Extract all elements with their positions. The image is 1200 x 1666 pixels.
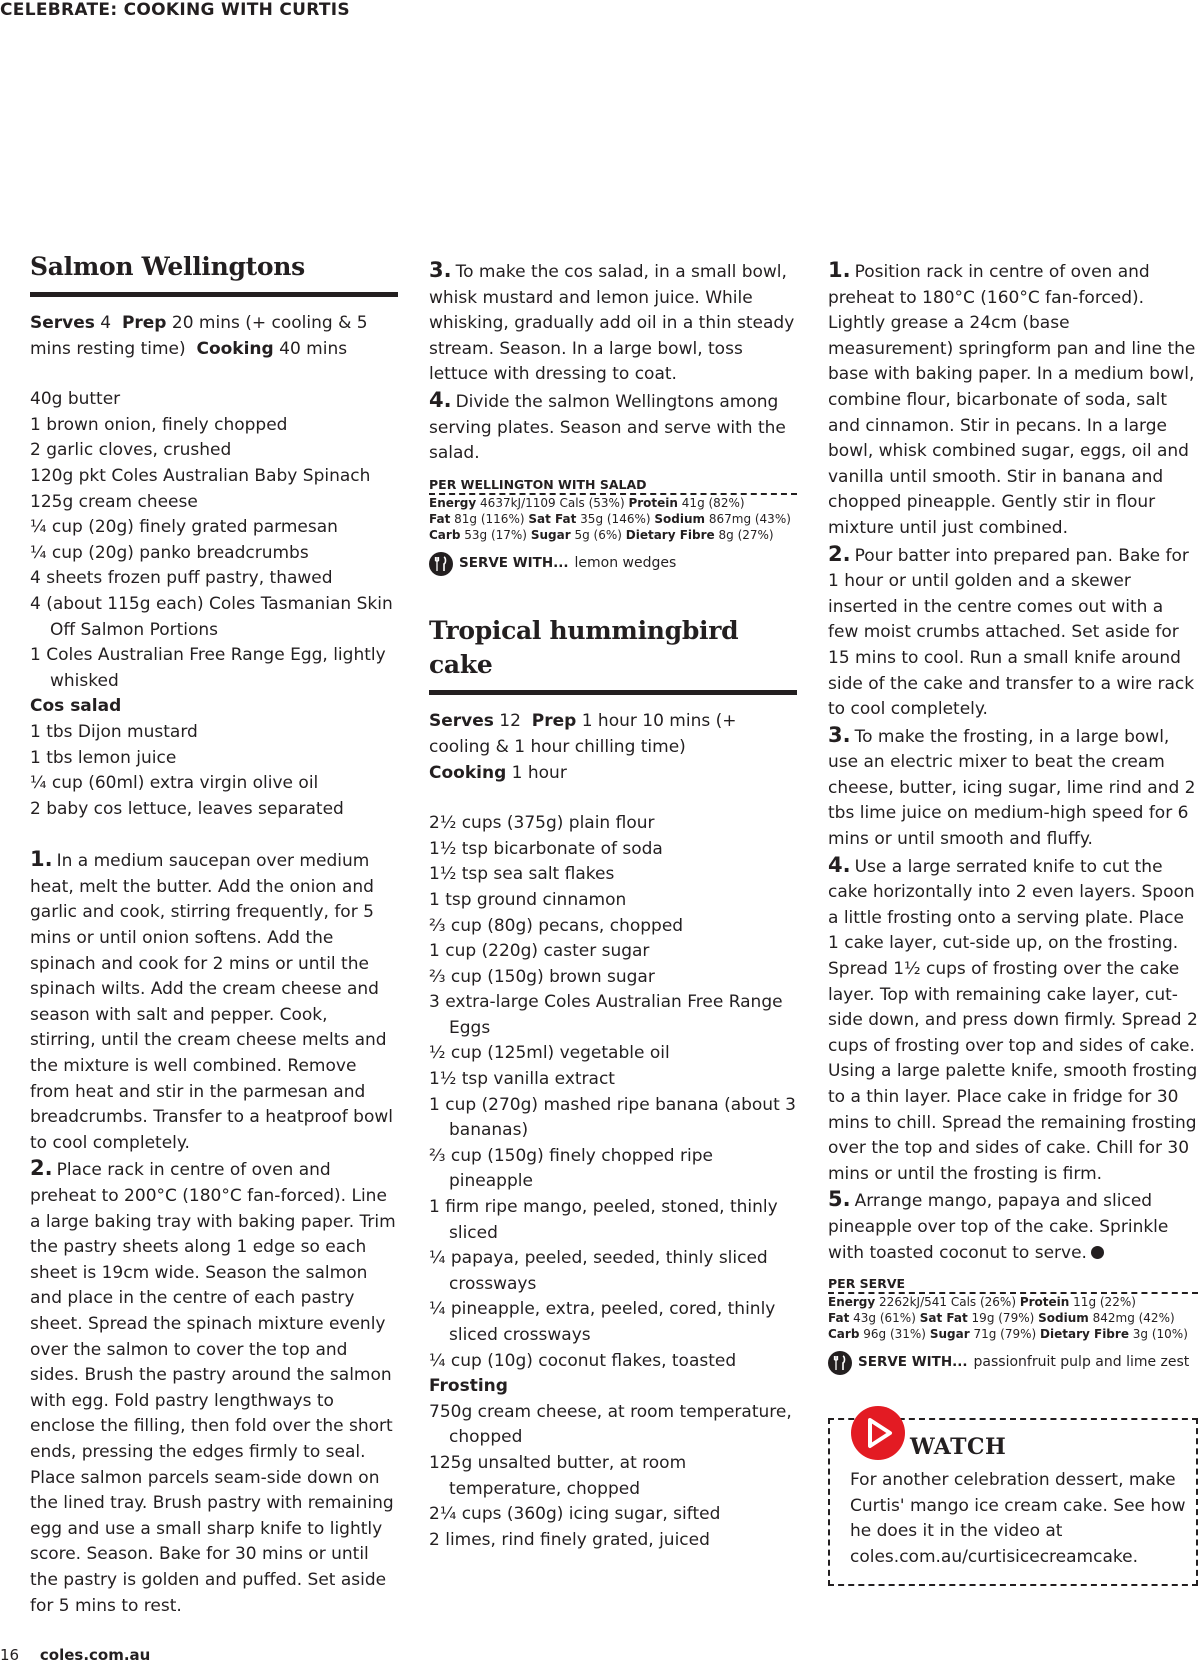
prep-label: Prep [121, 313, 167, 333]
footer [0, 1646, 150, 1664]
nutrition-info [429, 477, 797, 543]
ingredient: 2½ cups (375g) plain flour [429, 813, 655, 834]
serve-with-text: passionfruit pulp and lime zest [973, 1354, 1190, 1371]
step-number: 5. [828, 1187, 851, 1212]
ingredient: 4 (about 115g each) Coles Tasmanian Skin Off Salmon Portions [30, 593, 393, 640]
serve-with [828, 1350, 1198, 1376]
serve-with-text: lemon wedges [574, 554, 677, 571]
ingredient: ⅔ cup (80g) pecans, chopped [429, 915, 684, 936]
serves-label: Serves [30, 313, 95, 333]
method-step [828, 258, 1198, 542]
ingredient: ⅔ cup (150g) brown sugar [429, 966, 655, 987]
watch-title: WATCH [910, 1434, 1007, 1460]
step-number: 3. [828, 722, 851, 747]
ingredient-list [429, 811, 797, 1553]
ingredient: 125g unsalted butter, at room temperature, chopped [429, 1452, 687, 1499]
nutrition-line: Carb 96g (31%) Sugar 71g (79%) Dietary Fibre 3g (10%) [828, 1327, 1188, 1342]
method-step [30, 1156, 398, 1619]
ingredient: ¼ cup (20g) panko breadcrumbs [30, 542, 309, 563]
step-text: Pour batter into prepared pan. Bake for 1 hour or until golden and a skewer inserted in the centre comes out with a few moist crumbs attached. Set aside for 15 mins to cool. Run a small knife around side of the cake and transfer to a wire rack to cool completely. [828, 545, 1195, 720]
watch-text: For another celebration dessert, make Curtis' mango ice cream cake. See how he does it in the video at coles.com.au/curtisicecreamcake. [850, 1470, 1186, 1567]
step-text: In a medium saucepan over medium heat, melt the butter. Add the onion and garlic and cook, stirring frequently, for 5 mins or until onion softens. Add the spinach and cook for 2 mins or until the spinach wilts. Add the cream cheese and season with salt and pepper. Cook, stirring, until the cream cheese melts and the mixture is well combined. Remove from heat and stir in the parmesan and breadcrumbs. Transfer to a heatproof bowl to cool completely. [30, 851, 393, 1153]
nutrition-info [828, 1276, 1198, 1342]
ingredient: 4 sheets frozen puff pastry, thawed [30, 568, 333, 589]
recipe-meta [30, 311, 398, 362]
ingredient: 40g butter [30, 389, 121, 410]
recipe-title-cake: Tropical hummingbird cake [429, 614, 797, 695]
step-text: Use a large serrated knife to cut the cake horizontally into 2 even layers. Spoon a little frosting onto a serving plate. Place 1 cake layer, cut-side up, on the frosting. Spread 1½ cups of frosting over the cake layer. Top with remaining cake layer, cut-side down, and press down firmly. Spread 2 cups of frosting over top and sides of cake. Using a large palette knife, smooth frosting to a thin layer. Place cake in fridge for 30 mins to chill. Spread the remaining frosting over the top and sides of cake. Chill for 30 mins or until the frosting is firm. [828, 856, 1198, 1184]
watch-box [828, 1418, 1198, 1586]
end-dot-icon [1091, 1246, 1104, 1259]
prep-label: Prep [531, 711, 577, 732]
step-number: 2. [30, 1156, 53, 1181]
step-number: 4. [429, 387, 452, 412]
prep-value: 1 hour 10 mins (+ cooling & 1 hour chilling time) [429, 711, 737, 757]
cooking-value: 40 mins [279, 338, 348, 359]
ingredient: 2 limes, rind finely grated, juiced [429, 1529, 710, 1550]
fork-knife-icon [429, 552, 453, 576]
nutrition-line: Fat 43g (61%) Sat Fat 19g (79%) Sodium 842mg (42%) [828, 1311, 1175, 1326]
step-number: 1. [828, 258, 851, 282]
ingredient: 1 cup (270g) mashed ripe banana (about 3 bananas) [429, 1094, 796, 1141]
ingredient: ¼ cup (10g) coconut flakes, toasted [429, 1350, 737, 1371]
ingredient: 2 baby cos lettuce, leaves separated [30, 798, 344, 819]
step-number: 1. [30, 847, 53, 872]
ingredient: 2¼ cups (360g) icing sugar, sifted [429, 1504, 721, 1525]
recipe-meta [429, 709, 797, 786]
ingredient: ⅔ cup (150g) finely chopped ripe pineapple [429, 1145, 713, 1192]
salad-heading: Cos salad [30, 696, 122, 717]
step-number: 4. [828, 852, 851, 877]
serves-value: 12 [499, 711, 521, 732]
method-step [429, 388, 797, 467]
ingredient: 125g cream cheese [30, 491, 198, 512]
column-1 [30, 250, 398, 1619]
nutrition-line: Fat 81g (116%) Sat Fat 35g (146%) Sodium 867mg (43%) [429, 511, 791, 526]
ingredient: 1½ tsp sea salt flakes [429, 864, 615, 885]
ingredient: ¼ cup (20g) finely grated parmesan [30, 517, 338, 538]
ingredient: 1 Coles Australian Free Range Egg, lightly whisked [30, 645, 386, 691]
step-text: To make the frosting, in a large bowl, use an electric mixer to beat the cream cheese, butter, icing sugar, lime rind and 2 tbs lime juice on medium-high speed for 6 mins or until smooth and fluffy. [828, 726, 1196, 850]
prep-value: 20 mins (+ cooling & 5 mins resting time) [30, 313, 368, 359]
serve-with-label: SERVE WITH... [459, 554, 569, 571]
ingredient: ¼ cup (60ml) extra virgin olive oil [30, 773, 319, 794]
play-icon[interactable] [850, 1405, 906, 1461]
method-step [828, 853, 1198, 1188]
serve-with-label: SERVE WITH... [858, 1354, 968, 1371]
step-number: 2. [828, 541, 851, 566]
ingredient-list [30, 387, 398, 822]
method-step [429, 258, 797, 388]
ingredient: 120g pkt Coles Australian Baby Spinach [30, 465, 371, 486]
ingredient: ¼ papaya, peeled, seeded, thinly sliced crossways [429, 1248, 768, 1294]
nutrition-heading: PER SERVE [828, 1276, 1198, 1294]
section-title: CELEBRATE: COOKING WITH CURTIS [0, 0, 350, 20]
nutrition-line: Energy 4637kJ/1109 Cals (53%) Protein 41g (82%) [429, 495, 745, 510]
frosting-heading: Frosting [429, 1376, 508, 1397]
step-number: 3. [429, 258, 452, 282]
nutrition-line: Carb 53g (17%) Sugar 5g (6%) Dietary Fibre 8g (27%) [429, 527, 774, 542]
ingredient: ½ cup (125ml) vegetable oil [429, 1043, 670, 1064]
nutrition-line: Energy 2262kJ/541 Cals (26%) Protein 11g (22%) [828, 1295, 1136, 1310]
column-2 [429, 258, 797, 1553]
nutrition-heading: PER WELLINGTON WITH SALAD [429, 477, 797, 495]
method-step [828, 1187, 1198, 1266]
step-text: Divide the salmon Wellingtons among serving plates. Season and serve with the salad. [429, 391, 786, 464]
column-3 [828, 258, 1198, 1376]
cooking-label: Cooking [429, 762, 507, 783]
ingredient: 1 brown onion, finely chopped [30, 414, 288, 435]
site-link[interactable]: coles.com.au [39, 1646, 151, 1664]
method-step [30, 847, 398, 1156]
ingredient: 1 firm ripe mango, peeled, stoned, thinly sliced [429, 1197, 778, 1243]
fork-knife-icon [828, 1351, 852, 1375]
method-step [828, 542, 1198, 723]
ingredient: ¼ pineapple, extra, peeled, cored, thinly sliced crossways [429, 1299, 776, 1345]
cooking-value: 1 hour [511, 762, 567, 783]
method [30, 847, 398, 1619]
ingredient: 1 cup (220g) caster sugar [429, 941, 650, 962]
serves-value: 4 [100, 313, 112, 333]
ingredient: 3 extra-large Coles Australian Free Range Eggs [429, 992, 783, 1038]
ingredient: 1½ tsp vanilla extract [429, 1069, 615, 1090]
method-step [828, 723, 1198, 853]
step-text: To make the cos salad, in a small bowl, whisk mustard and lemon juice. While whisking, gradually add oil in a thin steady stream. Season. In a large bowl, toss lettuce with dressing to coat. [429, 262, 795, 385]
ingredient: 1 tbs Dijon mustard [30, 721, 198, 742]
page-number: 16 [0, 1646, 20, 1664]
ingredient: 1 tsp ground cinnamon [429, 889, 627, 910]
step-text: Position rack in centre of oven and preheat to 180°C (160°C fan-forced). Lightly grease a 24cm (base measurement) springform pan and line the base with baking paper. In a medium bowl, combine flour, bicarbonate of soda, salt and cinnamon. Stir in pecans. In a large bowl, whisk combined sugar, eggs, oil and vanilla until smooth. Stir in banana and chopped pineapple. Gently stir in flour mixture until just combined. [828, 262, 1196, 538]
ingredient: 1½ tsp bicarbonate of soda [429, 838, 663, 859]
ingredient: 750g cream cheese, at room temperature, chopped [429, 1401, 792, 1448]
serve-with [429, 551, 797, 577]
step-text: Place rack in centre of oven and preheat to 200°C (180°C fan-forced). Line a large baking tray with baking paper. Trim the pastry sheets along 1 edge so each sheet is 19cm wide. Season the salmon and place in the centre of each pastry sheet. Spread the spinach mixture evenly over the salmon to cover the top and sides. Brush the pastry around the salmon with egg. Fold pastry lengthways to enclose the filling, then fold over the short ends, pressing the edges firmly to seal. Place salmon parcels seam-side down on the lined tray. Brush pastry with remaining egg and use a small sharp knife to lightly score. Season. Bake for 30 mins or until the pastry is golden and puffed. Set aside for 5 mins to rest. [30, 1160, 396, 1616]
cooking-label: Cooking [196, 338, 274, 359]
step-text: Arrange mango, papaya and sliced pineapple over top of the cake. Sprinkle with toasted coconut to serve. [828, 1191, 1169, 1263]
ingredient: 1 tbs lemon juice [30, 747, 177, 768]
ingredient: 2 garlic cloves, crushed [30, 440, 232, 461]
serves-label: Serves [429, 711, 494, 732]
recipe-title-salmon: Salmon Wellingtons [30, 250, 398, 297]
